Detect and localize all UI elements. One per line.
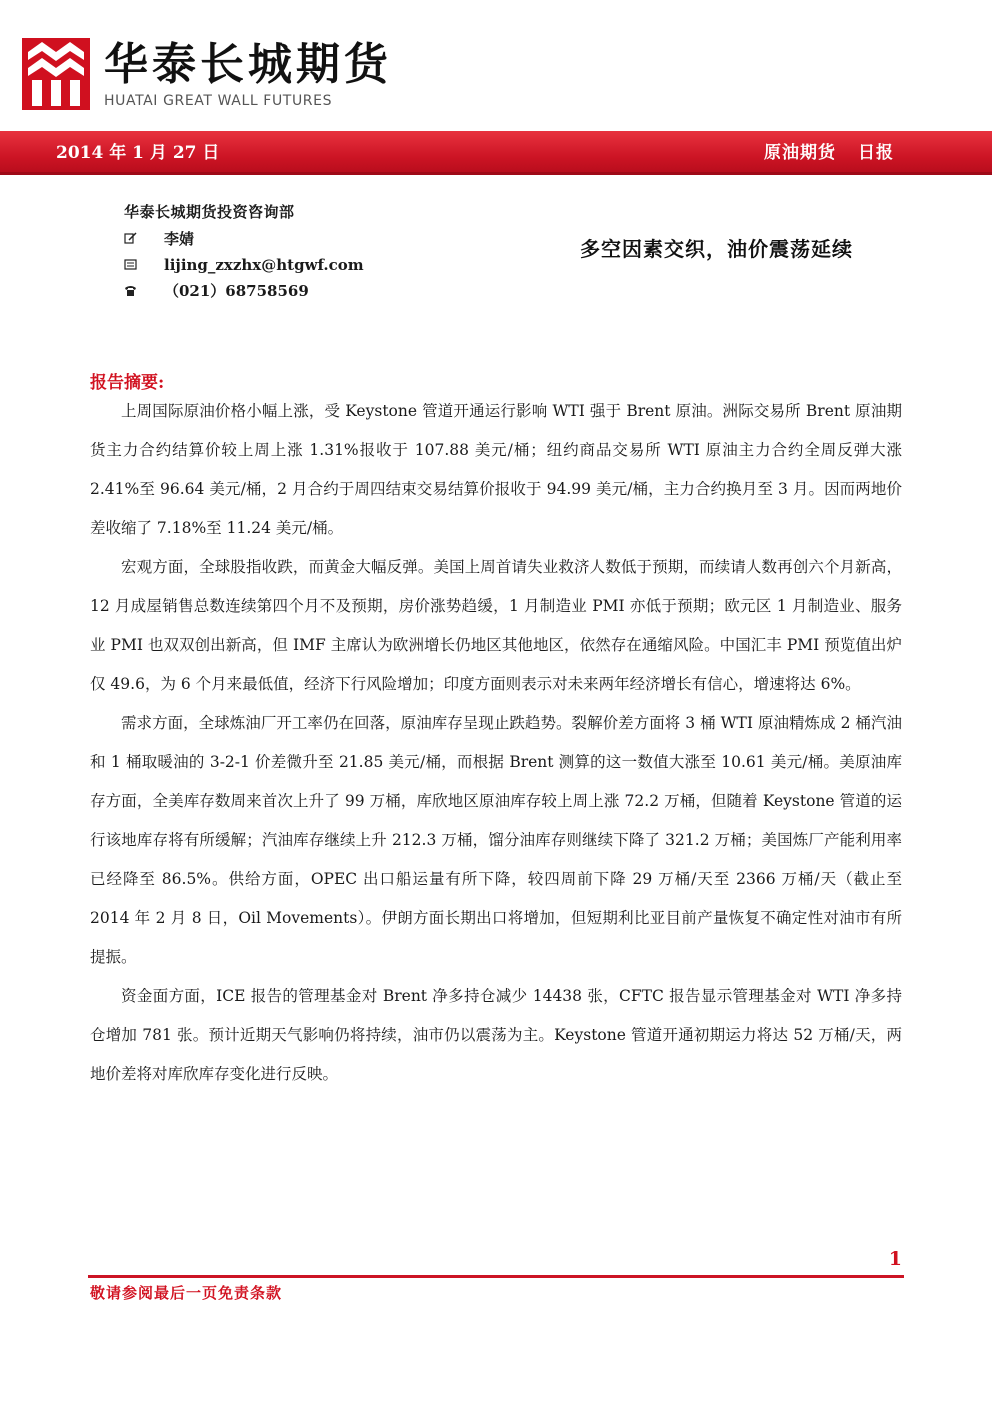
analyst-email[interactable]: lijing_zxzhx@htgwf.com bbox=[164, 256, 364, 274]
paragraph-macro: 宏观方面，全球股指收跌，而黄金大幅反弹。美国上周首请失业救济人数低于预期，而续请人数再创六个月新高，12 月成屋销售总数连续第四个月不及预期，房价涨势趋缓，1 月制造业 PMI 亦低于预期；欧元区 1 月制造业、服务业 PMI 也双双创出新高，但 IMF 主席认为欧洲增长仍地区其他地区，依然存在通缩风险。中国汇丰 PMI 预览值出炉仅 49.6，为 6 个月来最低值，经济下行风险增加；印度方面则表示对未来两年经济增长有信心，增速将达 6%。 bbox=[90, 558, 902, 693]
report-category bbox=[764, 131, 894, 175]
brand-name-en: HUATAI GREAT WALL FUTURES bbox=[104, 93, 333, 109]
analyst-row bbox=[124, 226, 364, 252]
page-number: 1 bbox=[888, 1248, 902, 1270]
brand-name-cn: 华泰长城期货 bbox=[104, 39, 392, 90]
category-label: 原油期货 bbox=[764, 143, 836, 163]
phone-row bbox=[124, 278, 364, 304]
report-title: 多空因素交织，油价震荡延续 bbox=[580, 237, 853, 261]
analyst-phone: （021）68758569 bbox=[164, 282, 309, 300]
huatai-logo-icon bbox=[22, 38, 90, 110]
paragraph-price: 上周国际原油价格小幅上涨，受 Keystone 管道开通运行影响 WTI 强于 Brent 原油。洲际交易所 Brent 原油期货主力合约结算价较上周上涨 1.31%报收于 107.88 美元/桶；纽约商品交易所 WTI 原油主力合约全周反弹大涨 2.41%至 96.64 美元/桶，2 月合约于周四结束交易结算价报收于 94.99 美元/桶，主力合约换月至 3 月。因而两地价差收缩了 7.18%至 11.24 美元/桶。 bbox=[90, 402, 902, 537]
report-type-label: 日报 bbox=[858, 143, 894, 163]
phone-icon bbox=[124, 284, 137, 297]
disclaimer-note[interactable]: 敬请参阅最后一页免责条款 bbox=[90, 1284, 283, 1302]
email-icon bbox=[124, 258, 137, 271]
paragraph-funds: 资金面方面，ICE 报告的管理基金对 Brent 净多持仓减少 14438 张，CFTC 报告显示管理基金对 WTI 净多持仓增加 781 张。预计近期天气影响仍将持续，油市仍以震荡为主。Keystone 管道开通初期运力将达 52 万桶/天，两地价差将对库欣库存变化进行反映。 bbox=[90, 987, 902, 1083]
summary-body bbox=[90, 392, 902, 1094]
analyst-name: 李婧 bbox=[164, 230, 195, 248]
contact-block bbox=[124, 199, 364, 304]
email-row bbox=[124, 252, 364, 278]
summary-heading: 报告摘要: bbox=[90, 373, 165, 393]
footer-divider bbox=[88, 1275, 904, 1278]
paragraph-demand-supply: 需求方面，全球炼油厂开工率仍在回落，原油库存呈现止跌趋势。裂解价差方面将 3 桶 WTI 原油精炼成 2 桶汽油和 1 桶取暖油的 3-2-1 价差微升至 21.85 美元/桶，而根据 Brent 测算的这一数值大涨至 10.61 美元/桶。美原油库存方面，全美库存数周来首次上升了 99 万桶，库欣地区原油库存较上周上涨 72.2 万桶，但随着 Keystone 管道的运行该地库存将有所缓解；汽油库存继续上升 212.3 万桶，馏分油库存则继续下降了 321.2 万桶；美国炼厂产能利用率已经降至 86.5%。供给方面，OPEC 出口船运量有所下降，较四周前下降 29 万桶/天至 2366 万桶/天（截止至 2014 年 2 月 8 日，Oil Movements）。伊朗方面长期出口将增加，但短期利比亚目前产量恢复不确定性对油市有所提振。 bbox=[90, 714, 902, 966]
report-date: 2014 年 1 月 27 日 bbox=[56, 143, 220, 163]
department-name: 华泰长城期货投资咨询部 bbox=[124, 203, 295, 221]
pen-icon bbox=[124, 232, 137, 245]
